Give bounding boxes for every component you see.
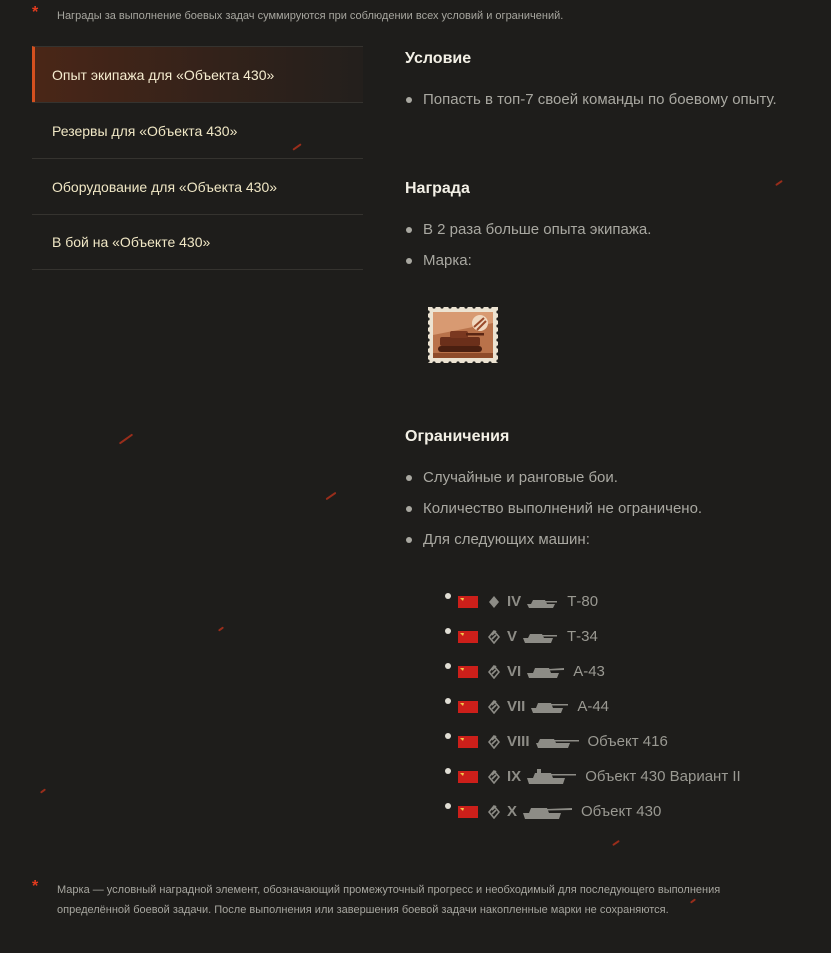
ussr-flag-icon	[458, 666, 478, 678]
tier-label: VIII	[507, 733, 530, 750]
tier-label: VII	[507, 698, 526, 715]
menu-item-reserves[interactable]: Резервы для «Объекта 430»	[32, 102, 363, 158]
vehicle-row-a43	[445, 654, 741, 689]
ussr-flag-icon	[458, 806, 478, 818]
light-tank-icon	[488, 595, 500, 609]
tank-silhouette-icon	[534, 734, 580, 750]
vehicle-row-t80	[445, 584, 741, 619]
ussr-flag-icon	[458, 736, 478, 748]
list-item: Для следующих машин:	[405, 528, 805, 552]
menu-item-battle[interactable]: В бой на «Объекте 430»	[32, 214, 363, 270]
bottom-footnote-text: Марка — условный наградной элемент, обозначающий промежуточный прогресс и необходимый для последующего выполнения определённой боевой задачи. После выполнения или завершения боевой задачи накопленные марки не сохраняются.	[57, 884, 721, 916]
vehicle-name: Т-80	[567, 593, 599, 610]
medium-tank-icon	[488, 630, 500, 644]
vehicle-row-object-430	[445, 794, 741, 829]
medium-tank-icon	[488, 805, 500, 819]
list-item: Случайные и ранговые бои.	[405, 466, 805, 490]
vehicle-row-object-416	[445, 724, 741, 759]
vehicle-row-t34	[445, 619, 741, 654]
reward-heading: Награда	[405, 180, 470, 197]
tier-label: X	[507, 803, 518, 820]
condition-list	[405, 88, 805, 119]
list-item: В 2 раза больше опыта экипажа.	[405, 218, 805, 242]
tier-label: V	[507, 628, 518, 645]
vehicle-row-a44	[445, 689, 741, 724]
ember-spark	[775, 180, 783, 186]
vehicle-name: Объект 416	[587, 733, 668, 750]
vehicle-name: Объект 430	[581, 803, 662, 820]
ember-spark	[40, 788, 46, 793]
restrictions-heading: Ограничения	[405, 428, 510, 445]
list-item: Марка:	[405, 249, 805, 273]
reward-list	[405, 218, 805, 280]
menu-item-equipment[interactable]: Оборудование для «Объекта 430»	[32, 158, 363, 214]
tank-silhouette-icon	[521, 803, 573, 821]
vehicle-name: Т-34	[567, 628, 598, 645]
tank-silhouette-icon	[529, 699, 569, 715]
medium-tank-icon	[488, 735, 500, 749]
vehicle-list	[445, 584, 741, 829]
tier-label: VI	[507, 663, 522, 680]
tank-silhouette-icon	[525, 768, 577, 786]
ussr-flag-icon	[458, 596, 478, 608]
tank-silhouette-icon	[525, 594, 559, 610]
ember-spark	[326, 492, 337, 501]
list-item: Количество выполнений не ограничено.	[405, 497, 805, 521]
ussr-flag-icon	[458, 771, 478, 783]
asterisk-icon: *	[32, 878, 39, 895]
mission-menu	[32, 46, 363, 270]
stamp-icon	[428, 307, 498, 363]
ember-spark	[119, 434, 133, 445]
condition-heading: Условие	[405, 50, 472, 67]
vehicle-name: А-43	[573, 663, 605, 680]
tank-silhouette-icon	[525, 664, 565, 680]
ember-spark	[612, 840, 620, 846]
tier-label: IX	[507, 768, 522, 785]
asterisk-icon: *	[32, 4, 39, 21]
medium-tank-icon	[488, 770, 500, 784]
vehicle-name: Объект 430 Вариант II	[585, 768, 741, 785]
tier-label: IV	[507, 593, 522, 610]
ussr-flag-icon	[458, 631, 478, 643]
vehicle-row-object-430-v2	[445, 759, 741, 794]
top-footnote-text: Награды за выполнение боевых задач суммируются при соблюдении всех условий и ограничений.	[57, 10, 564, 22]
menu-item-crew-xp[interactable]: Опыт экипажа для «Объекта 430»	[32, 46, 363, 102]
list-item: Попасть в топ-7 своей команды по боевому опыту.	[405, 88, 805, 112]
medium-tank-icon	[488, 665, 500, 679]
ussr-flag-icon	[458, 701, 478, 713]
tank-silhouette-icon	[521, 629, 559, 645]
vehicle-name: А-44	[577, 698, 610, 715]
ember-spark	[218, 626, 224, 631]
medium-tank-icon	[488, 700, 500, 714]
restrictions-list	[405, 466, 805, 559]
